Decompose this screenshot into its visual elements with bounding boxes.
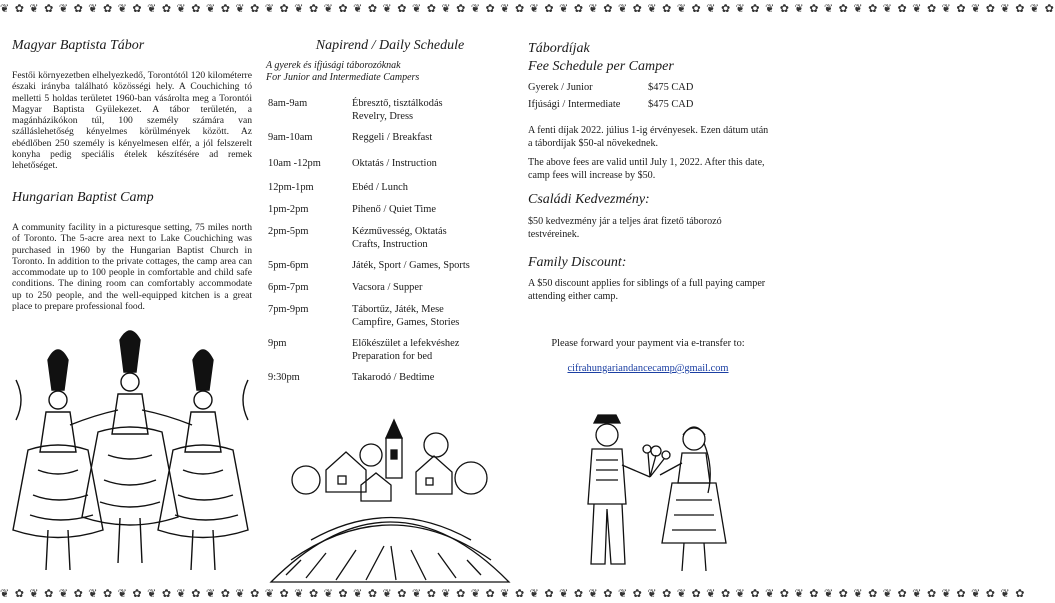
schedule-activity: Tábortűz, Játék, Mese Campfire, Games, Stories	[352, 304, 460, 328]
family-discount-text-en: A $50 discount applies for siblings of a full paying camper attending either camp.	[528, 278, 766, 302]
column-camp-info	[8, 20, 256, 585]
schedule-time: 2pm-5pm	[268, 226, 309, 237]
schedule-activity: Pihenő / Quiet Time	[352, 204, 437, 215]
payment-instruction: Please forward your payment via e-transfer to:	[551, 338, 745, 349]
title-english: Hungarian Baptist Camp	[12, 190, 154, 205]
folk-border-top: ❦ ✿ ❦ ✿ ❦ ✿ ❦ ✿ ❦ ✿ ❦ ✿ ❦ ✿ ❦ ✿ ❦ ✿ ❦ ✿ ❦ ✿ ❦ ✿ ❦ ✿ ❦ ✿ ❦ ✿ ❦ ✿ ❦ ✿ ❦ ✿ ❦ ✿ ❦ ✿ ❦ ✿ ❦ ✿ ❦ ✿ ❦ ✿ ❦ ✿ ❦ ✿ ❦ ✿ ❦ ✿ ❦ ✿ ❦ ✿ ❦ ✿ ❦ ✿ ❦ ✿ ❦ ✿ ❦ ✿ ❦ ✿	[0, 2, 1055, 15]
title-hungarian: Magyar Baptista Tábor	[12, 38, 145, 53]
fees-title	[528, 40, 674, 76]
schedule-time: 10am -12pm	[268, 158, 321, 169]
schedule-activity: Takarodó / Bedtime	[352, 372, 435, 383]
folk-dancers-illustration	[8, 320, 256, 585]
schedule-subtitle	[266, 60, 419, 84]
schedule-time: 9:30pm	[268, 372, 300, 383]
village-illustration	[266, 410, 514, 585]
column-fees	[524, 20, 772, 585]
fee-price: $475 CAD	[648, 99, 694, 110]
schedule-activity: Reggeli / Breakfast	[352, 132, 433, 143]
schedule-time: 1pm-2pm	[268, 204, 309, 215]
schedule-time: 8am-9am	[268, 98, 308, 109]
fee-validity-hu: A fenti díjak 2022. július 1-ig érvényesek. Ezen dátum után a tábordíjak $50-al növekednek.	[528, 125, 769, 149]
schedule-activity: Vacsora / Supper	[352, 282, 423, 293]
schedule-time: 7pm-9pm	[268, 304, 309, 315]
schedule-time: 5pm-6pm	[268, 260, 309, 271]
fee-row	[528, 99, 768, 116]
schedule-activity: Játék, Sport / Games, Sports	[352, 260, 470, 271]
family-discount-text-hu: $50 kedvezmény jár a teljes árat fizető táborozó testvéreinek.	[528, 216, 722, 240]
schedule-time: 12pm-1pm	[268, 182, 314, 193]
family-discount-title-hu: Családi Kedvezmény:	[528, 192, 650, 207]
schedule-activity: Kézművesség, Oktatás Crafts, Instruction	[352, 226, 447, 250]
fee-price: $475 CAD	[648, 82, 694, 93]
fee-category: Ifjúsági / Intermediate	[528, 99, 621, 110]
schedule-activity: Ebéd / Lunch	[352, 182, 408, 193]
family-discount-title-en: Family Discount:	[528, 255, 627, 270]
fee-row	[528, 82, 768, 99]
fee-table	[528, 82, 768, 116]
payment-email-link[interactable]: cifrahungariandancecamp@gmail.com	[567, 363, 729, 374]
schedule-subtitle-en: For Junior and Intermediate Campers	[266, 72, 420, 83]
fees-title-hu: Tábordíjak	[528, 41, 590, 56]
fees-title-en: Fee Schedule per Camper	[528, 59, 674, 74]
folk-border-bottom: ❦ ✿ ❦ ✿ ❦ ✿ ❦ ✿ ❦ ✿ ❦ ✿ ❦ ✿ ❦ ✿ ❦ ✿ ❦ ✿ ❦ ✿ ❦ ✿ ❦ ✿ ❦ ✿ ❦ ✿ ❦ ✿ ❦ ✿ ❦ ✿ ❦ ✿ ❦ ✿ ❦ ✿ ❦ ✿ ❦ ✿ ❦ ✿ ❦ ✿ ❦ ✿ ❦ ✿ ❦ ✿ ❦ ✿ ❦ ✿ ❦ ✿ ❦ ✿ ❦ ✿ ❦ ✿ ❦ ✿	[0, 587, 1026, 600]
schedule-activity: Előkészület a lefekvéshez Preparation for bed	[352, 338, 460, 362]
fee-validity-en: The above fees are valid until July 1, 2022. After this date, camp fees will increase by $50.	[528, 157, 765, 181]
schedule-title: Napirend / Daily Schedule	[315, 38, 465, 53]
boy-girl-flowers-illustration	[544, 405, 754, 585]
description-hungarian: Festői környezetben elhelyezkedő, Torontótól 120 kilométerre északi irányba található közösségi hely. A Couchiching tó melletti 5 holdas területet 1960-ban vásárolta meg a Torontói Magyar Baptista Gyülekezet. A tábor területén, a magánházikókon túl, 100 személy számára van szálláslehetőség kényelmes körülmények között. Az ebédlőben 250 személy is kényelmesen elfér, a jól felszerelt konyha pedig speciális ételek készítésére ad remek lehetőséget.	[12, 70, 252, 172]
schedule-time: 6pm-7pm	[268, 282, 309, 293]
description-english: A community facility in a picturesque setting, 75 miles north of Toronto. The 5-acre area next to Lake Couchiching was purchased in 1960 by the Hungarian Baptist Church in Toronto. In addition to the private cottages, the camp area can accommodate up to 100 people in comfortable and child safe conditions. The dining room can comfortably accommodate up to 250 people, and the well-equipped kitchen is a great place to prepare professional food.	[12, 222, 252, 313]
schedule-subtitle-hu: A gyerek és ifjúsági táborozóknak	[266, 60, 401, 71]
schedule-activity: Ébresztő, tisztálkodás Revelry, Dress	[352, 98, 443, 122]
column-daily-schedule	[266, 20, 514, 585]
schedule-activity: Oktatás / Instruction	[352, 158, 437, 169]
schedule-time: 9pm	[268, 338, 287, 349]
fee-category: Gyerek / Junior	[528, 82, 593, 93]
schedule-time: 9am-10am	[268, 132, 313, 143]
